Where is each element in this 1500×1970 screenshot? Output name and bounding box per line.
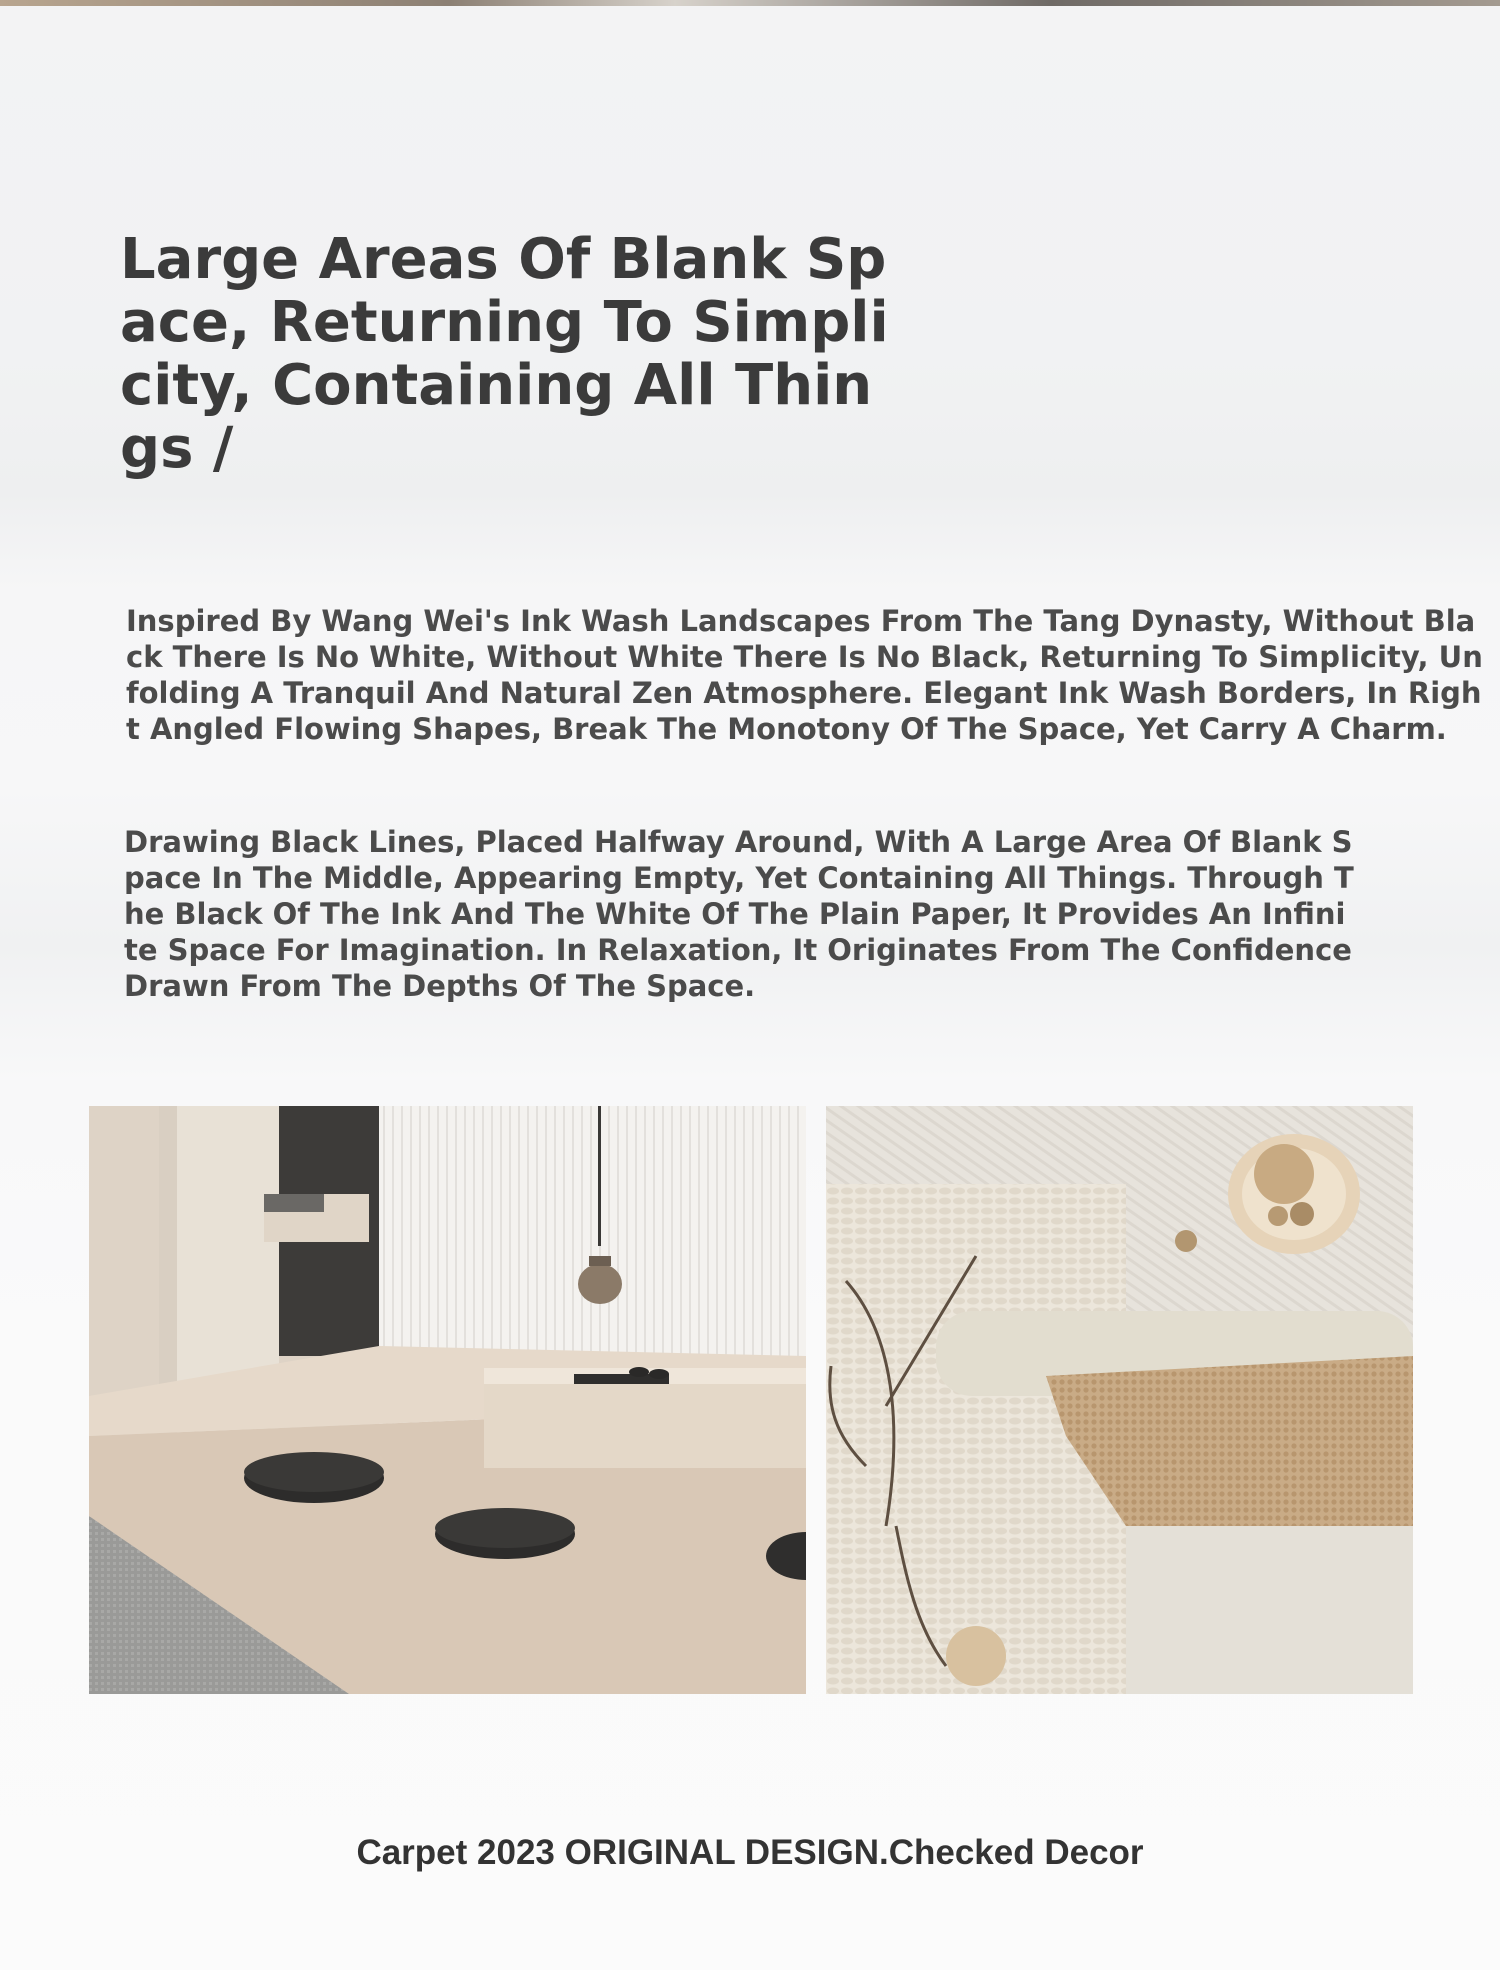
page-headline: Large Areas Of Blank Space, Returning To Simplicity, Containing All Things /: [120, 227, 889, 481]
woven-rugs-photo: [826, 1106, 1413, 1694]
intro-paragraph: Inspired By Wang Wei's Ink Wash Landscapes From The Tang Dynasty, Without Black There Is No White, Without White There Is No Black, Returning To Simplicity, Unfolding A Tranquil And Natural Zen Atmosphere. Elegant Ink Wash Borders, In Right Angled Flowing Shapes, Break The Monotony Of The Space, Yet Carry A Charm.: [126, 604, 1483, 746]
footer-caption: Carpet 2023 ORIGINAL DESIGN.Checked Decor: [356, 1833, 1144, 1872]
zen-room-photo: [89, 1106, 806, 1694]
top-photo-strip: [0, 0, 1500, 6]
description-paragraph: Drawing Black Lines, Placed Halfway Around, With A Large Area Of Blank Space In The Middle, Appearing Empty, Yet Containing All Things. Through The Black Of The Ink And The White Of The Plain Paper, It Provides An Infinite Space For Imagination. In Relaxation, It Originates From The Confidence Drawn From The Depths Of The Space.: [124, 825, 1354, 1003]
